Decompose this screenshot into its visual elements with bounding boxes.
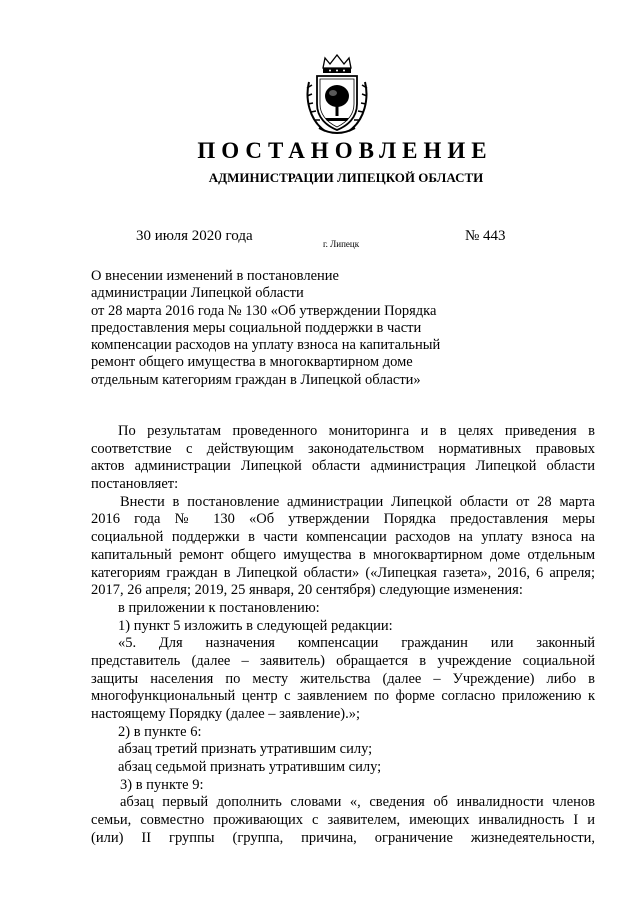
body-line: абзац первый дополнить словами «, сведения об инвалидности членов — [120, 794, 595, 811]
document-city: г. Липецк — [323, 239, 360, 249]
body-line: категориям граждан в Липецкой области» («Липецкая газета», 2016, 6 апреля; — [91, 564, 595, 581]
document-heading — [91, 268, 511, 389]
body-line: 2017, 26 апреля; 2019, 25 января, 20 сентября) следующие изменения: — [91, 582, 523, 599]
heading-line: ремонт общего имущества в многоквартирном доме — [91, 354, 413, 371]
document-title: ПОСТАНОВЛЕНИЕ — [197, 138, 493, 163]
heading-line: отдельным категориям граждан в Липецкой области» — [91, 371, 421, 388]
body-line: многофункциональный центр с заявлением по форме согласно приложению к — [91, 688, 595, 705]
heading-line: О внесении изменений в постановление — [91, 268, 339, 284]
body-line: По результатам проведенного мониторинга и в целях приведения в — [118, 423, 595, 439]
body-line: соответствие с действующим законодательством нормативных правовых — [91, 440, 595, 457]
body-line: социальной поддержки в части компенсации расходов на уплату взноса на — [91, 529, 595, 546]
body-line: абзац третий признать утратившим силу; — [118, 741, 373, 758]
body-line: актов администрации Липецкой области администрация Липецкой области — [91, 458, 595, 475]
body-line: настоящему Порядку (далее – заявление).»; — [91, 706, 361, 722]
heading-line: компенсации расходов на уплату взноса на капитальный — [91, 337, 441, 354]
document-number: № 443 — [465, 228, 506, 244]
body-line: (или) II группы (группа, причина, ограничение жизнедеятельности, — [91, 829, 595, 846]
body-line: «5. Для назначения компенсации гражданин или законный — [118, 635, 595, 652]
body-line: постановляет: — [91, 476, 179, 493]
heading-line: от 28 марта 2016 года № 130 «Об утверждении Порядка — [91, 302, 437, 319]
body-line: абзац седьмой признать утратившим силу; — [118, 759, 382, 776]
body-line: защиты населения по месту жительства (далее – Учреждение) либо в — [91, 670, 595, 687]
body-line: капитальный ремонт общего имущества в многоквартирном доме отдельным — [91, 546, 595, 563]
heading-line: предоставления меры социальной поддержки в части — [91, 319, 422, 336]
body-line: Внести в постановление администрации Липецкой области от 28 марта — [120, 493, 595, 510]
body-line: 3) в пункте 9: — [120, 776, 204, 793]
coat-of-arms-icon — [303, 54, 371, 136]
document-body — [91, 423, 595, 848]
body-line: представитель (далее – заявитель) обращается в учреждение социальной — [91, 652, 595, 669]
body-line: 2) в пункте 6: — [118, 723, 202, 740]
body-line: семьи, совместно проживающих с заявителем, имеющих инвалидность I и — [91, 812, 595, 829]
document-subtitle: АДМИНИСТРАЦИИ ЛИПЕЦКОЙ ОБЛАСТИ — [208, 170, 484, 185]
body-line: 1) пункт 5 изложить в следующей редакции: — [118, 617, 393, 634]
body-line: в приложении к постановлению: — [118, 599, 320, 616]
document-date: 30 июля 2020 года — [136, 228, 253, 244]
body-line: 2016 года № 130 «Об утверждении Порядка предоставления меры — [91, 511, 595, 528]
heading-line: администрации Липецкой области — [91, 285, 304, 302]
